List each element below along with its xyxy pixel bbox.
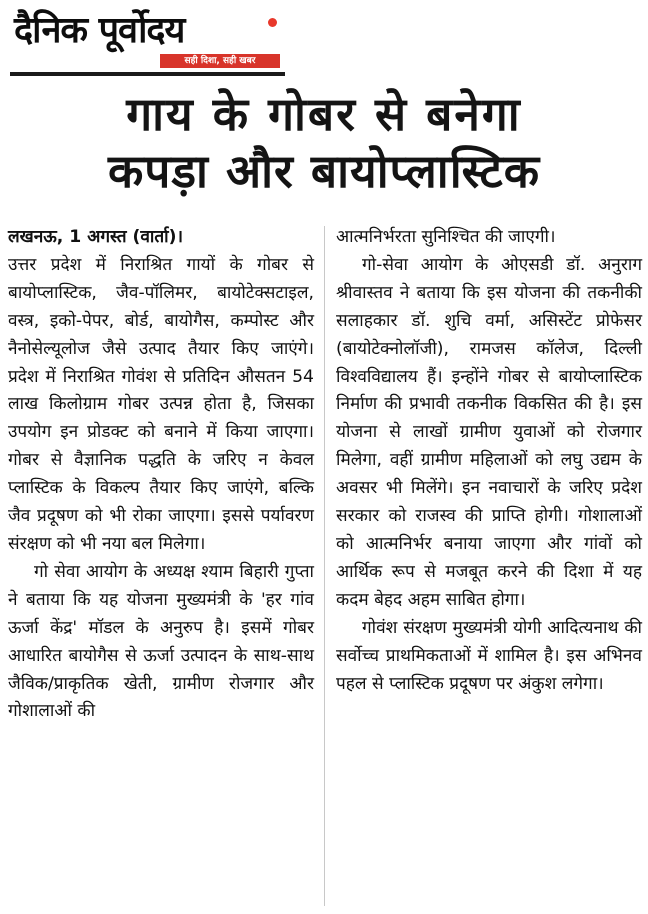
headline-line-1: गाय के गोबर से बनेगा: [126, 87, 522, 141]
headline-line-2: कपड़ा और बायोप्लास्टिक: [107, 144, 541, 198]
headline: [10, 86, 638, 200]
masthead-rule: [10, 72, 285, 76]
logo-dot-icon: [268, 18, 277, 27]
dateline: लखनऊ, 1 अगस्त (वार्ता)।: [8, 227, 183, 247]
article-paragraph-2-continued: आत्मनिर्भरता सुनिश्चित की जाएगी।: [336, 227, 556, 247]
article-column-right: [336, 224, 642, 698]
article-paragraph: [8, 224, 314, 252]
article-paragraph-1: उत्तर प्रदेश में निराश्रित गायों के गोबर से बायोप्लास्टिक, जैव-पॉलिमर, बायोटेक्सटाइल, वस्त्र, इको-पेपर, बोर्ड, बायोगैस, कम्पोस्ट और नैनोसेल्यूलोज जैसे उत्पाद तैयार किए जाएंगे। प्रदेश में निराश्रित गोवंश से प्रतिदिन औसतन 54 लाख किलोग्राम गोबर उत्पन्न होता है, जिसका उपयोग इन प्रोडक्ट को बनाने में किया जाएगा। गोबर से वैज्ञानिक पद्धति के जरिए न केवल प्लास्टिक के विकल्प तैयार किए जाएंगे, बल्कि जैव प्रदूषण को भी रोका जाएगा। इससे पर्यावरण संरक्षण को भी नया बल मिलेगा।: [8, 254, 314, 554]
article-paragraph-3: गो-सेवा आयोग के ओएसडी डॉ. अनुराग श्रीवास्तव ने बताया कि इस योजना की तकनीकी सलाहकार डॉ. शुचि वर्मा, असिस्टेंट प्रोफेसर (बायोटेक्नोलॉजी), रामजस कॉलेज, दिल्ली विश्वविद्यालय हैं। इन्होंने गोबर से बायोप्लास्टिक निर्माण की प्रभावी तकनीक विकसित की है। इस योजना से लाखों ग्रामीण युवाओं को रोजगार मिलेगा, वहीं ग्रामीण महिलाओं को लघु उद्यम के अवसर भी मिलेंगे। इन नवाचारों के जरिए प्रदेश सरकार को राजस्व की प्राप्ति होगी। गोशालाओं को आत्मनिर्भर बनाया जाएगा और गांवों को आर्थिक रूप से मजबूत करने की दिशा में यह कदम बेहद अहम साबित होगा।: [336, 254, 642, 610]
article-paragraph-4: गोवंश संरक्षण मुख्यमंत्री योगी आदित्यनाथ की सर्वोच्च प्राथमिकताओं में शामिल है। इस अभिनव पहल से प्लास्टिक प्रदूषण पर अंकुश लगेगा।: [336, 617, 642, 694]
tagline: सही दिशा, सही खबर: [160, 54, 280, 68]
newspaper-logo: दैनिक पूर्वोदय: [14, 10, 185, 51]
column-divider: [324, 226, 325, 906]
article-column-left: [8, 224, 314, 726]
masthead: [10, 6, 285, 72]
article-paragraph-2: गो सेवा आयोग के अध्यक्ष श्याम बिहारी गुप्ता ने बताया कि यह योजना मुख्यमंत्री के 'हर गांव ऊर्जा केंद्र' मॉडल के अनुरुप है। इसमें गोबर आधारित बायोगैस से ऊर्जा उत्पादन के साथ-साथ जैविक/प्राकृतिक खेती, ग्रामीण रोजगार और गोशालाओं की: [8, 561, 314, 722]
